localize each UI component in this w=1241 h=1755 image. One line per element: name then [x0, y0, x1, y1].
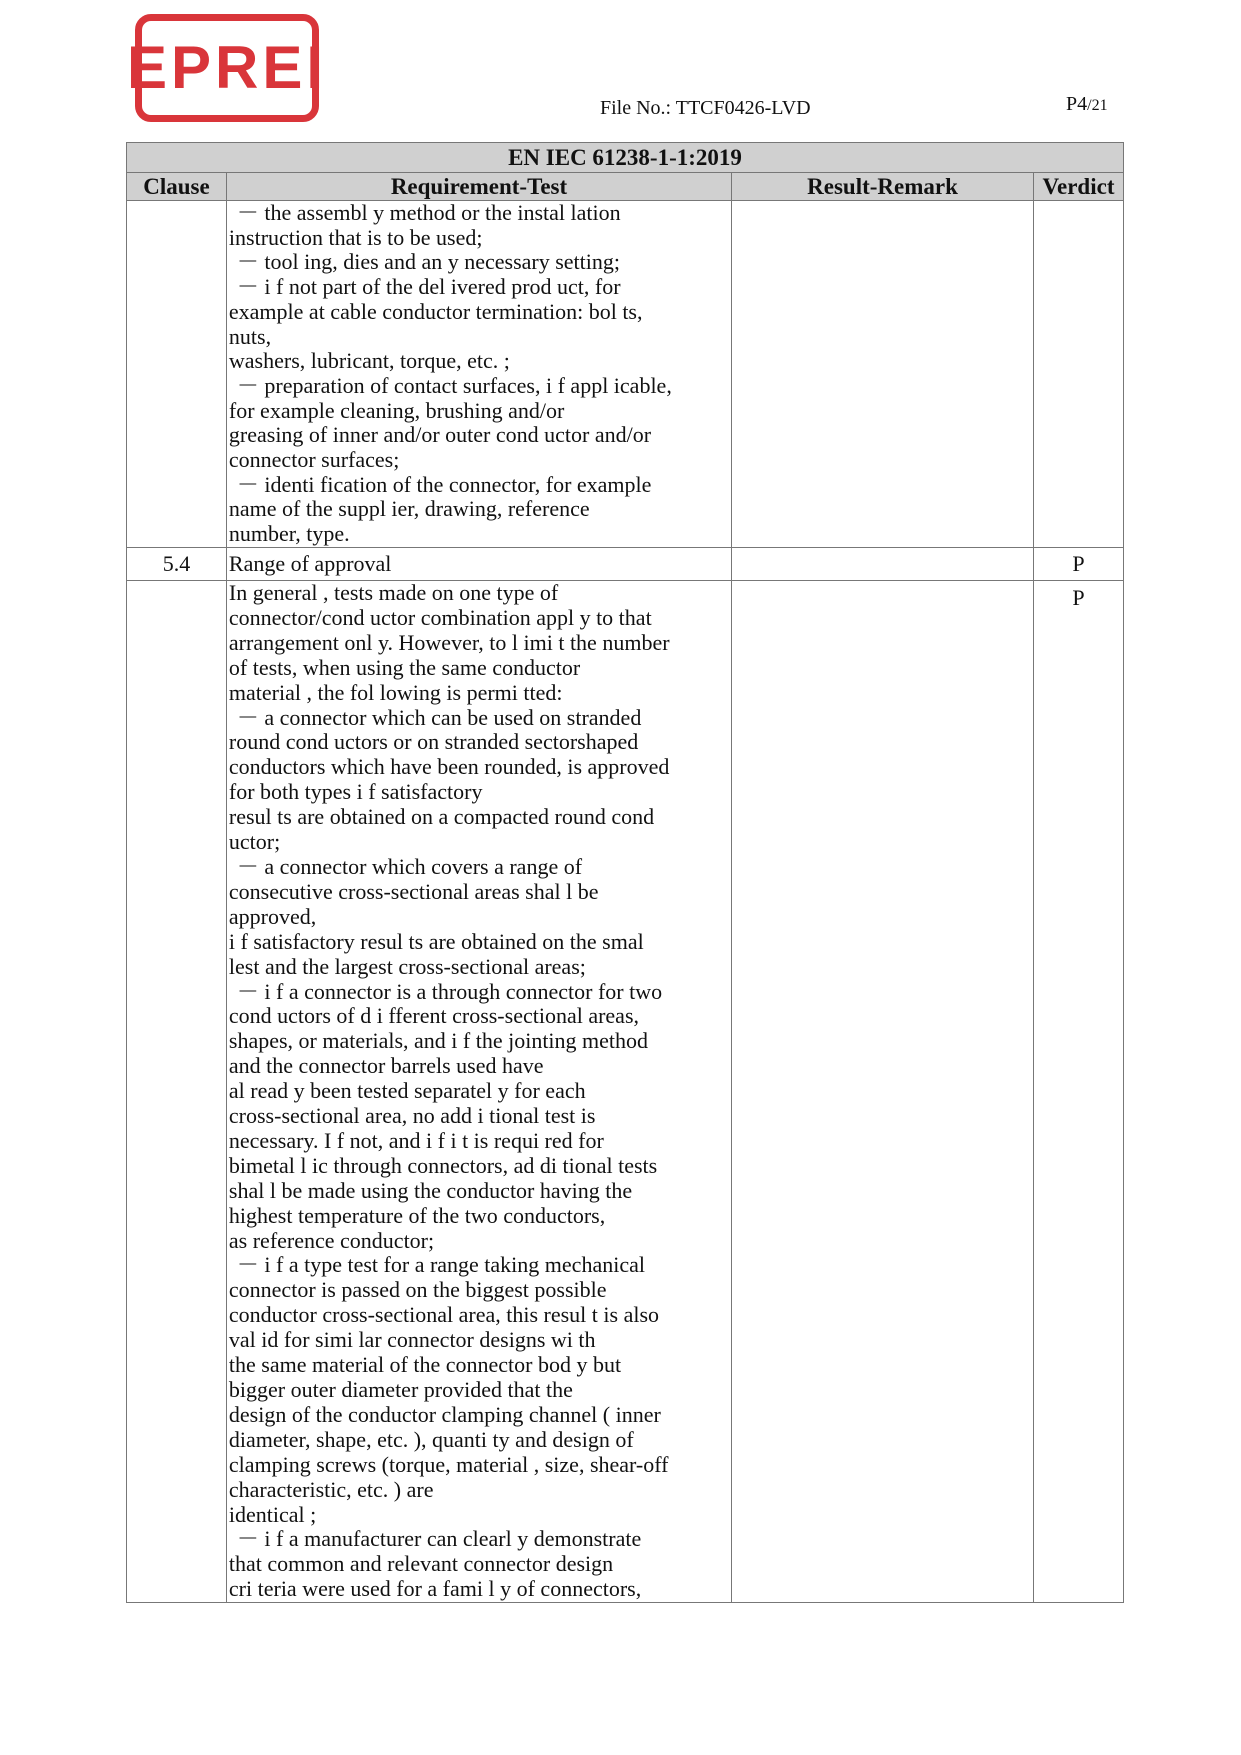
requirement-line: characteristic, etc. ) are	[228, 1476, 434, 1502]
requirement-line: the same material of the connector bod y but	[228, 1352, 622, 1378]
requirement-line: that common and relevant connector design	[228, 1551, 614, 1577]
table-row	[127, 548, 1124, 581]
col-header-result: Result-Remark	[732, 173, 1034, 201]
requirement-line: － i f a type test for a range taking mechanical	[236, 1252, 645, 1278]
requirement-line: as reference conductor;	[228, 1227, 435, 1253]
logo-text: EPREI	[126, 34, 328, 101]
file-number: File No.: TTCF0426-LVD	[600, 97, 811, 119]
result-cell	[732, 581, 1034, 1603]
eprei-logo	[126, 14, 328, 122]
requirement-line: shapes, or materials, and i f the jointing method	[228, 1028, 649, 1054]
verdict-cell: P	[1034, 581, 1124, 1603]
requirement-line: necessary. I f not, and i f i t is requi red for	[228, 1127, 604, 1153]
table-row	[127, 581, 1124, 1603]
requirement-line: washers, lubricant, torque, etc. ;	[228, 348, 510, 374]
col-header-verdict: Verdict	[1034, 173, 1124, 201]
requirement-line: val id for simi lar connector designs wi th	[228, 1327, 596, 1353]
requirement-line: of tests, when using the same conductor	[228, 654, 581, 680]
requirement-line: shal l be made using the conductor having the	[228, 1177, 633, 1203]
requirement-line: － preparation of contact surfaces, i f appl icable,	[236, 372, 672, 398]
requirement-line: － i f a manufacturer can clearl y demonstrate	[236, 1526, 642, 1552]
clause-cell	[127, 201, 227, 548]
requirement-line: nuts,	[228, 323, 272, 349]
requirement-line: resul ts are obtained on a compacted round cond	[228, 804, 655, 830]
requirement-line: conductor cross-sectional area, this resul t is also	[228, 1302, 660, 1328]
page-current: P4	[1066, 93, 1088, 115]
verdict-cell	[1034, 201, 1124, 548]
page-total: /21	[1087, 97, 1108, 114]
requirement-line: highest temperature of the two conductors,	[228, 1202, 606, 1228]
requirement-line: for example cleaning, brushing and/or	[228, 397, 565, 423]
requirement-cell	[226, 548, 731, 581]
requirement-line: material , the fol lowing is permi tted:	[228, 679, 563, 705]
requirement-line: cond uctors of d i fferent cross-sectional areas,	[228, 1003, 640, 1029]
requirement-line: and the connector barrels used have	[228, 1053, 544, 1079]
requirement-line: round cond uctors or on stranded sectorshaped	[228, 729, 639, 755]
requirement-line: diameter, shape, etc. ), quanti ty and design of	[228, 1426, 634, 1452]
requirement-line: example at cable conductor termination: bol ts,	[228, 298, 643, 324]
requirement-line: uctor;	[228, 829, 281, 855]
requirement-line: greasing of inner and/or outer cond uctor and/or	[228, 422, 652, 448]
requirement-line: i f satisfactory resul ts are obtained on the smal	[228, 928, 644, 954]
table-title: EN IEC 61238-1-1:2019	[127, 143, 1124, 173]
requirement-line: identical ;	[228, 1501, 317, 1527]
requirement-line: － tool ing, dies and an y necessary setting;	[236, 249, 620, 275]
clause-cell: 5.4	[127, 548, 227, 581]
col-header-requirement: Requirement-Test	[226, 173, 731, 201]
requirement-cell	[226, 201, 731, 548]
requirement-line: arrangement onl y. However, to l imi t the number	[228, 629, 670, 655]
requirement-line: name of the suppl ier, drawing, reference	[228, 496, 590, 522]
requirement-line: connector/cond uctor combination appl y to that	[228, 604, 652, 630]
col-header-clause: Clause	[127, 173, 227, 201]
requirement-line: instruction that is to be used;	[228, 224, 483, 250]
table-row	[127, 201, 1124, 548]
verdict-cell: P	[1034, 548, 1124, 581]
requirement-line: cross-sectional area, no add i tional test is	[228, 1103, 596, 1129]
requirement-line: for both types i f satisfactory	[228, 779, 483, 805]
table-header-row	[127, 173, 1124, 201]
requirement-line: － i f not part of the del ivered prod uct, for	[236, 274, 621, 300]
requirement-line: lest and the largest cross-sectional areas;	[228, 953, 586, 979]
requirement-line: Range of approval	[228, 551, 392, 576]
table-title-row	[127, 143, 1124, 173]
requirement-cell	[226, 581, 731, 1603]
clause-cell	[127, 581, 227, 1603]
requirement-line: － a connector which covers a range of	[236, 853, 583, 879]
requirement-line: conductors which have been rounded, is approved	[228, 754, 670, 780]
requirement-line: connector surfaces;	[228, 447, 400, 473]
requirement-line: cri teria were used for a fami l y of connectors,	[228, 1576, 642, 1602]
requirement-line: bigger outer diameter provided that the	[228, 1377, 573, 1402]
requirement-table	[126, 142, 1124, 1603]
requirement-line: clamping screws (torque, material , size, shear-off	[228, 1451, 669, 1477]
requirement-line: consecutive cross-sectional areas shal l be	[228, 878, 599, 904]
requirement-line: number, type.	[228, 521, 350, 547]
requirement-line: In general , tests made on one type of	[228, 580, 559, 605]
requirement-line: approved,	[228, 903, 317, 929]
requirement-line: bimetal l ic through connectors, ad di tional tests	[228, 1152, 658, 1178]
requirement-line: － i f a connector is a through connector for two	[236, 978, 663, 1004]
requirement-line: al read y been tested separatel y for each	[228, 1078, 586, 1104]
requirement-line: connector is passed on the biggest possible	[228, 1277, 607, 1303]
requirement-line: － the assembl y method or the instal lation	[236, 200, 621, 225]
requirement-line: design of the conductor clamping channel ( inner	[228, 1401, 661, 1427]
result-cell	[732, 201, 1034, 548]
page-number	[1066, 93, 1108, 116]
result-cell	[732, 548, 1034, 581]
requirement-line: － a connector which can be used on stranded	[236, 704, 642, 730]
requirement-line: － identi fication of the connector, for example	[236, 471, 652, 497]
